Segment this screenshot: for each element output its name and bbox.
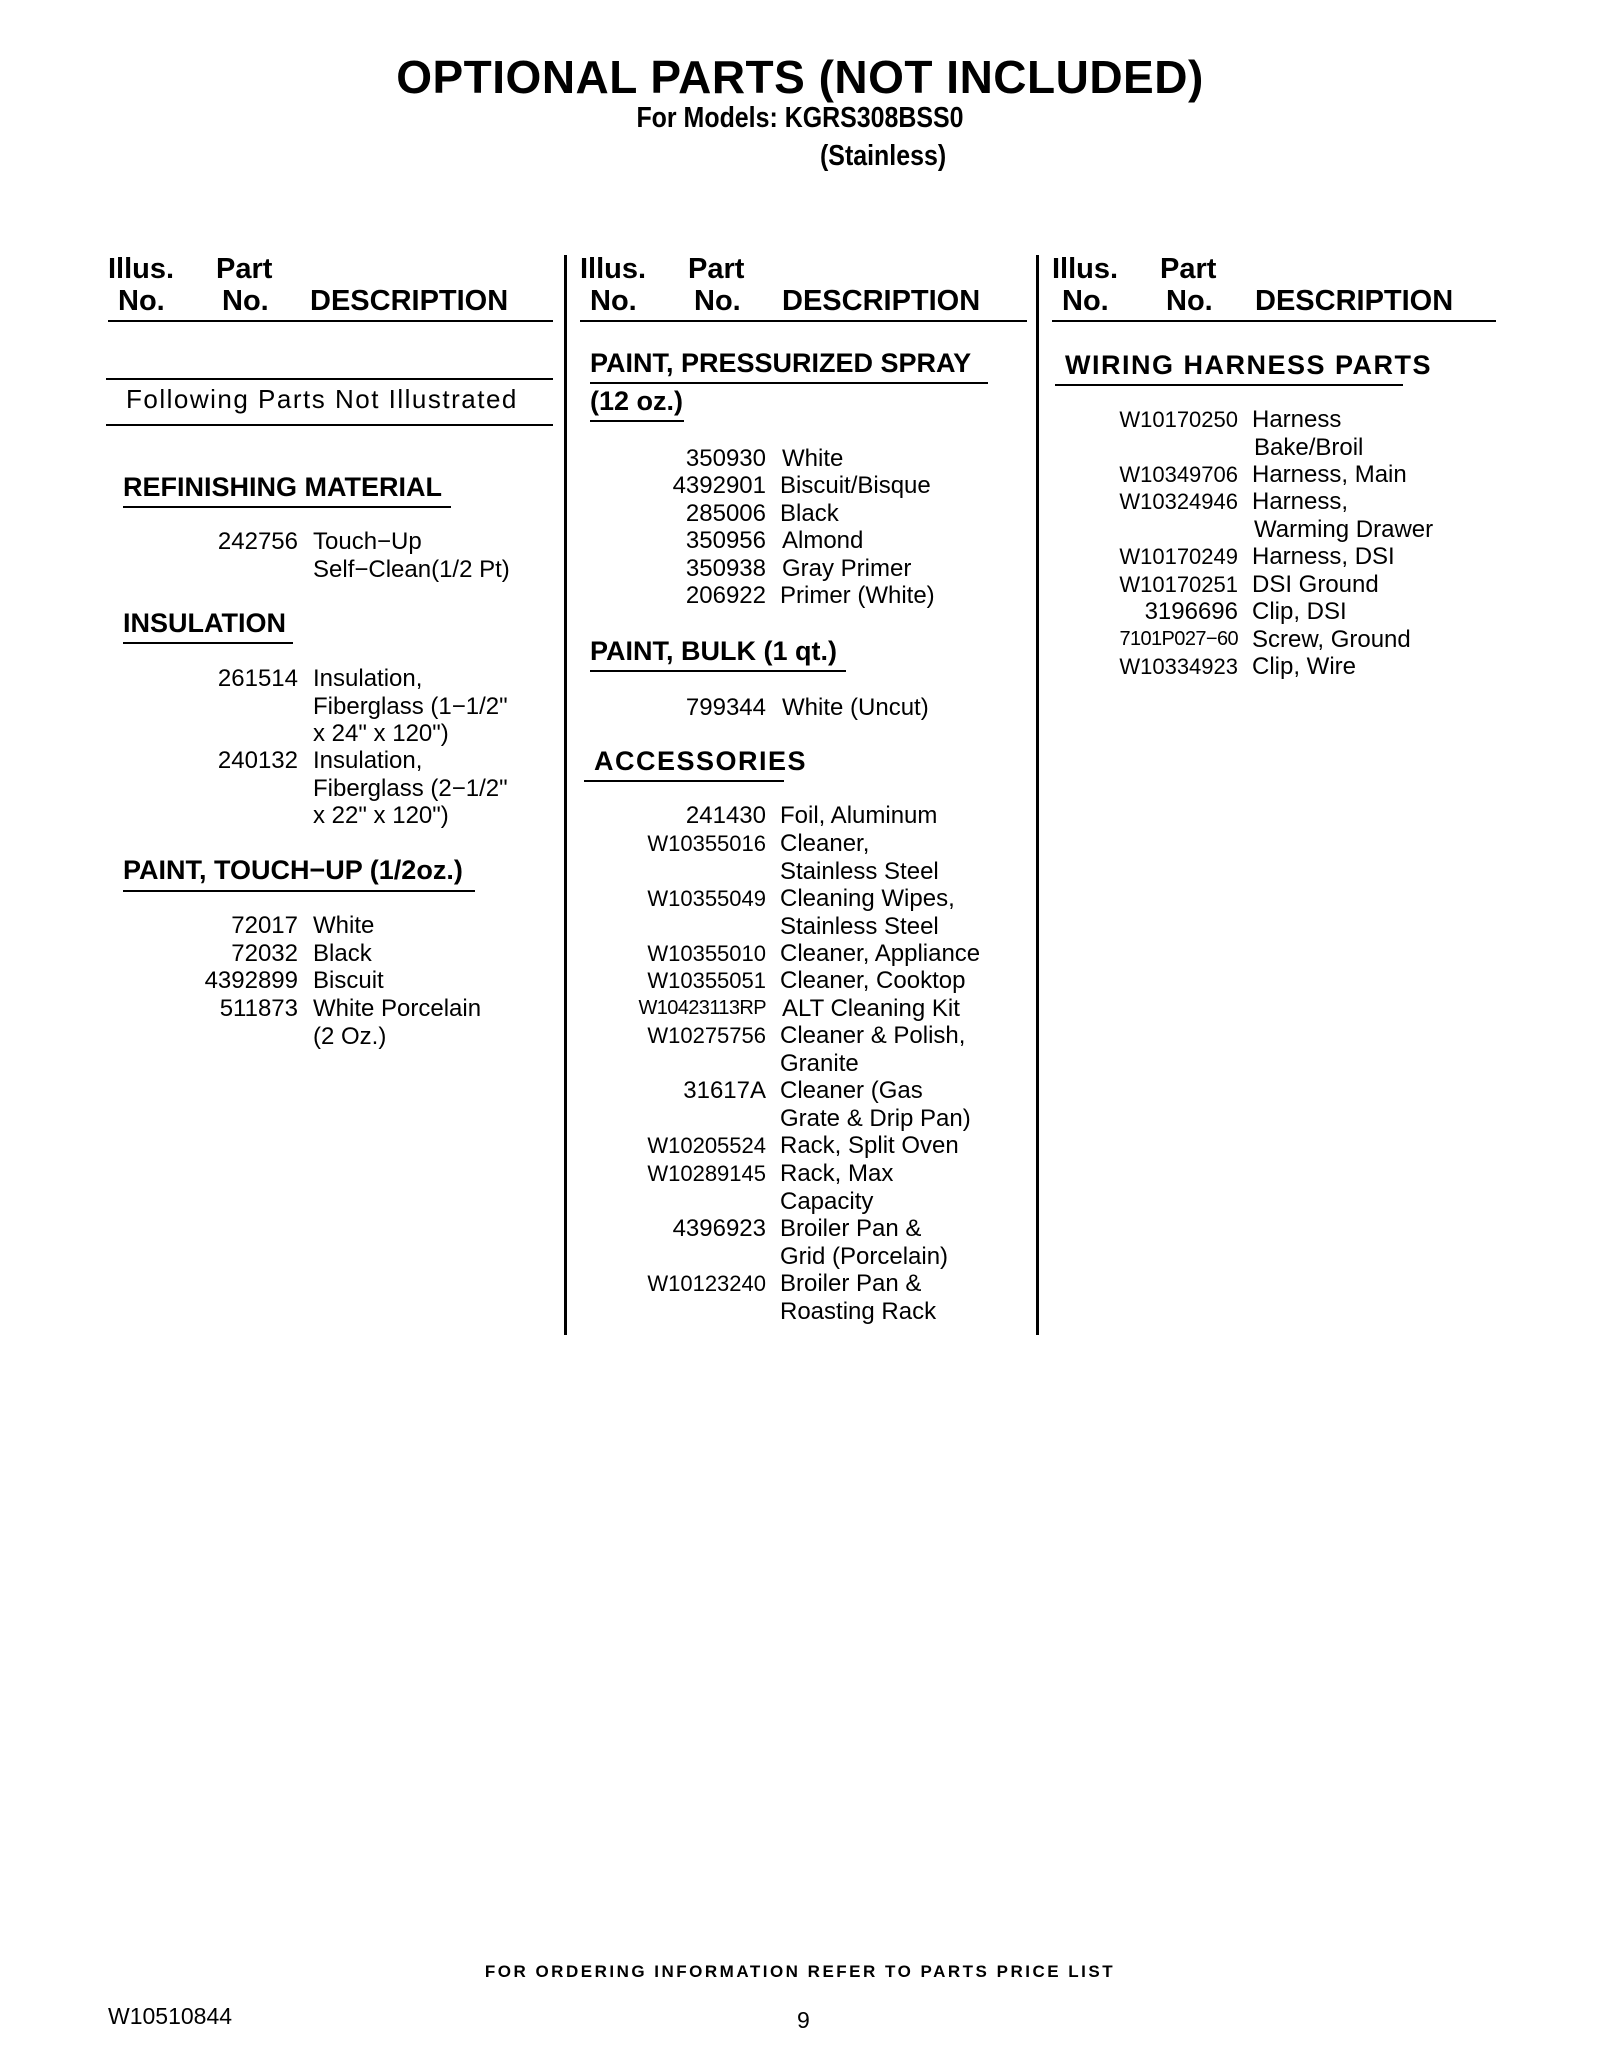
description-line: Warming Drawer [1254, 515, 1434, 543]
part-description: Biscuit/Bisque [780, 472, 931, 499]
section-title-paint-bulk: PAINT, BULK (1 qt.) [590, 636, 837, 666]
description-line: x 22" x 120") [313, 802, 449, 829]
header-rule [580, 320, 1027, 322]
part-description [780, 1022, 965, 1077]
header-part [688, 253, 744, 317]
header-illus-label: Illus. [108, 253, 175, 285]
section-rule [123, 506, 451, 508]
header-illus-label: Illus. [1052, 253, 1119, 285]
description-line: x 24" x 120") [313, 720, 449, 747]
header-part-no: No. [222, 285, 269, 317]
part-number: W10355016 [647, 831, 766, 856]
part-description: White (Uncut) [782, 694, 929, 721]
header-description: DESCRIPTION [310, 285, 509, 317]
description-line: Stainless Steel [780, 912, 939, 940]
part-number: W10355051 [647, 968, 766, 993]
part-number: 511873 [219, 995, 298, 1022]
part-description: DSI Ground [1252, 571, 1379, 598]
part-number: 72017 [231, 912, 298, 939]
part-number: 31617A [683, 1077, 766, 1104]
description-line: Grate & Drip Pan) [780, 1104, 971, 1132]
part-number: 350956 [685, 527, 766, 554]
models-line: For Models: KGRS308BSS0 [636, 102, 964, 134]
part-description [780, 830, 939, 885]
header-part-no: No. [694, 285, 741, 317]
description-line: Cleaner (Gas [780, 1077, 923, 1104]
models-sub: (Stainless) [820, 140, 947, 172]
part-description: Harness, Main [1252, 461, 1407, 488]
part-description: Rack, Split Oven [780, 1132, 959, 1159]
part-description [313, 747, 508, 830]
part-number: W10349706 [1119, 462, 1238, 487]
part-description: Foil, Aluminum [780, 802, 938, 829]
part-description: Clip, Wire [1252, 653, 1357, 680]
description-line: Harness [1252, 406, 1342, 433]
description-line: Self−Clean(1/2 Pt) [313, 555, 510, 583]
section-rule [123, 642, 293, 644]
part-number: 240132 [217, 747, 298, 774]
part-description: White [313, 912, 375, 939]
header-illus [1052, 253, 1118, 317]
header-part-label: Part [688, 253, 745, 285]
section-rule [590, 420, 684, 422]
section-title-insulation: INSULATION [123, 608, 286, 638]
description-line: Broiler Pan & [780, 1270, 922, 1297]
part-number: W10123240 [647, 1271, 766, 1296]
header-part [216, 253, 272, 317]
description-line: Granite [780, 1049, 859, 1077]
part-number: 350938 [685, 555, 766, 582]
header-rule [1052, 320, 1496, 322]
description-line: Grid (Porcelain) [780, 1242, 949, 1270]
part-description [1252, 488, 1433, 543]
part-description: Cleaner, Appliance [780, 940, 981, 967]
part-description [313, 528, 510, 583]
part-description [780, 1077, 971, 1132]
part-number: W10355049 [647, 886, 766, 911]
header-illus-no: No. [590, 285, 637, 317]
description-line: Fiberglass (1−1/2" [313, 692, 508, 720]
part-description [780, 885, 955, 940]
description-line: Cleaner, [780, 830, 870, 857]
part-description: Almond [782, 527, 864, 554]
section-title-paint-touchup: PAINT, TOUCH−UP (1/2oz.) [123, 855, 463, 885]
header-illus-no: No. [1062, 285, 1109, 317]
header-part [1160, 253, 1216, 317]
part-number: 72032 [231, 940, 298, 967]
description-line: Bake/Broil [1254, 433, 1364, 461]
part-number: W10324946 [1119, 489, 1238, 514]
note-rule-bottom [106, 424, 553, 426]
description-line: Harness, [1252, 488, 1349, 515]
section-title-wiring-harness: WIRING HARNESS PARTS [1065, 350, 1433, 380]
header-rule [108, 320, 553, 322]
part-number: 7101P027−60 [1119, 628, 1238, 650]
part-description [1252, 406, 1363, 461]
part-number: W10205524 [647, 1133, 766, 1158]
header-description: DESCRIPTION [782, 285, 981, 317]
part-description: Black [313, 940, 372, 967]
ordering-note: FOR ORDERING INFORMATION REFER TO PARTS PRICE LIST [484, 1962, 1116, 1981]
column-divider [1036, 255, 1039, 1335]
description-line: Fiberglass (2−1/2" [313, 774, 508, 802]
section-rule [1055, 384, 1403, 386]
part-description: White [782, 445, 844, 472]
header-illus-no: No. [118, 285, 165, 317]
description-line: Rack, Max [780, 1160, 894, 1187]
part-description: Primer (White) [780, 582, 935, 609]
part-number: 206922 [685, 582, 766, 609]
part-description: Harness, DSI [1252, 543, 1395, 570]
description-line: Insulation, [313, 665, 423, 692]
part-number: 4392899 [204, 967, 298, 994]
description-line: Cleaning Wipes, [780, 885, 955, 912]
description-line: Stainless Steel [780, 857, 939, 885]
part-number: 285006 [685, 500, 766, 527]
part-description: Gray Primer [782, 555, 912, 582]
header-part-label: Part [1160, 253, 1217, 285]
part-number: W10275756 [647, 1023, 766, 1048]
part-number: 350930 [685, 445, 766, 472]
part-description: Screw, Ground [1252, 626, 1411, 653]
section-rule [584, 780, 784, 782]
section-title-refinishing: REFINISHING MATERIAL [123, 472, 442, 502]
part-number: 241430 [685, 802, 766, 829]
part-number: W10334923 [1119, 654, 1238, 679]
section-rule [590, 670, 846, 672]
description-line: Broiler Pan & [780, 1215, 922, 1242]
page-number: 9 [797, 2007, 810, 2033]
part-number: 3196696 [1144, 598, 1238, 625]
header-description: DESCRIPTION [1255, 285, 1454, 317]
part-number: W10289145 [647, 1161, 766, 1186]
not-illustrated-note: Following Parts Not Illustrated [126, 384, 518, 414]
part-number: 4396923 [672, 1215, 766, 1242]
document-number: W10510844 [108, 2003, 233, 2029]
part-description: Biscuit [313, 967, 384, 994]
column-divider [564, 255, 567, 1335]
section-title-paint-spray: PAINT, PRESSURIZED SPRAY [590, 348, 972, 378]
part-description: Cleaner, Cooktop [780, 967, 966, 994]
description-line: Roasting Rack [780, 1297, 937, 1325]
header-part-label: Part [216, 253, 273, 285]
description-line: (2 Oz.) [313, 1022, 387, 1050]
section-title-paint-spray-size: (12 oz.) [590, 386, 684, 416]
description-line: Touch−Up [313, 528, 422, 555]
part-description: ALT Cleaning Kit [782, 995, 960, 1022]
part-description [313, 665, 508, 748]
description-line: Capacity [780, 1187, 874, 1215]
header-illus [580, 253, 646, 317]
part-description: Black [780, 500, 839, 527]
part-number: 799344 [685, 694, 766, 721]
part-description [780, 1270, 936, 1325]
header-illus-label: Illus. [580, 253, 647, 285]
part-number: 242756 [217, 528, 298, 555]
page-title: OPTIONAL PARTS (NOT INCLUDED) [396, 51, 1204, 103]
part-description [313, 995, 481, 1050]
part-description [780, 1160, 893, 1215]
section-rule [590, 382, 988, 384]
section-rule [123, 890, 475, 892]
section-title-accessories: ACCESSORIES [594, 746, 808, 776]
part-number: W10170249 [1119, 544, 1238, 569]
part-number: W10170251 [1119, 572, 1238, 597]
part-description [780, 1215, 948, 1270]
part-number: W10423113RP [638, 997, 766, 1019]
description-line: White Porcelain [313, 995, 482, 1022]
part-number: 261514 [217, 665, 298, 692]
description-line: Cleaner & Polish, [780, 1022, 966, 1049]
note-rule-top [106, 378, 553, 380]
part-number: W10170250 [1119, 407, 1238, 432]
header-illus [108, 253, 174, 317]
part-number: 4392901 [672, 472, 766, 499]
header-part-no: No. [1166, 285, 1213, 317]
part-description: Clip, DSI [1252, 598, 1347, 625]
part-number: W10355010 [647, 941, 766, 966]
description-line: Insulation, [313, 747, 423, 774]
